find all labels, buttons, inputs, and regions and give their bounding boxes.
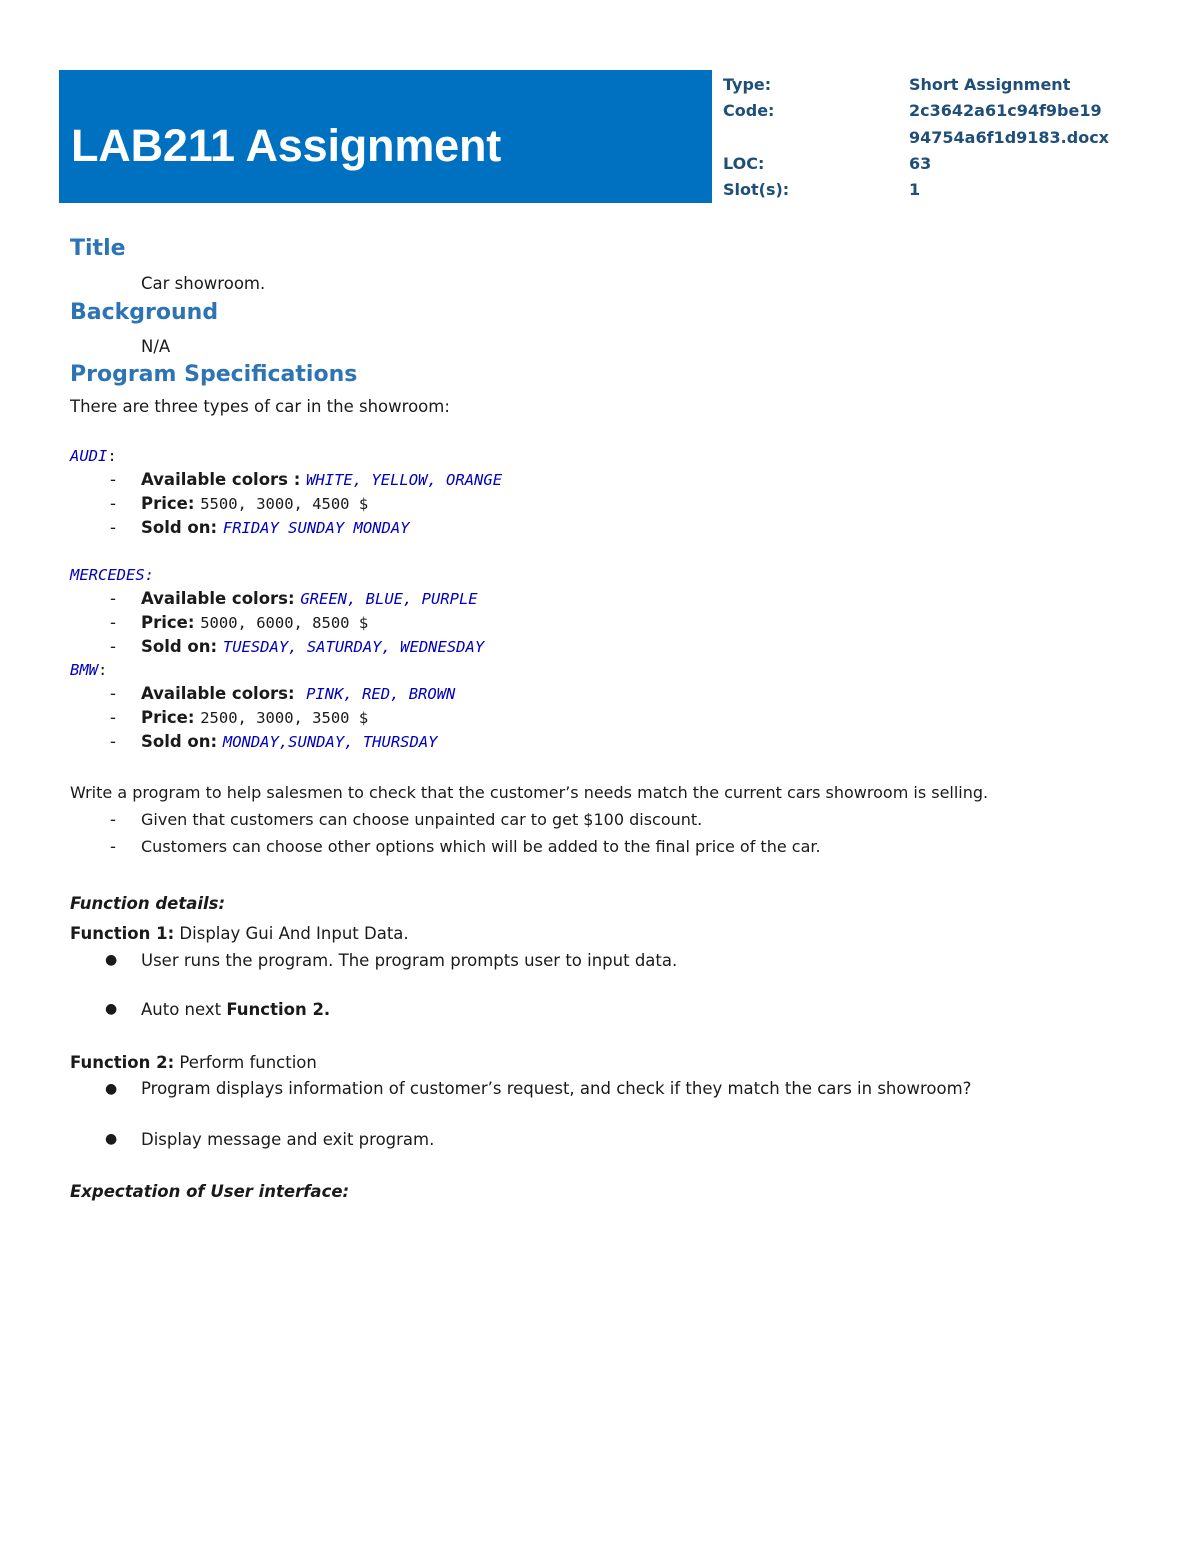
- bullet-bold: Function 2.: [226, 1000, 331, 1019]
- meta-value: 63: [909, 153, 932, 173]
- function-2-label: Function 2:: [70, 1053, 175, 1072]
- function-2-bullet-2: Display message and exit program.: [141, 1130, 435, 1149]
- section-heading-spec: Program Specifications: [70, 362, 358, 387]
- bullet-marker: ●: [105, 1001, 118, 1017]
- car-audi-sold: [141, 518, 410, 537]
- document-title: LAB211 Assignment: [71, 120, 502, 171]
- sold-label: Sold on:: [141, 637, 223, 656]
- car-audi-price: [141, 494, 368, 513]
- dash-marker: -: [110, 518, 116, 537]
- price-label: Price:: [141, 708, 201, 727]
- colors-value: GREEN, BLUE, PURPLE: [300, 590, 478, 608]
- meta-info: [723, 72, 1143, 203]
- dash-marker: -: [110, 637, 116, 656]
- sold-value: MONDAY,SUNDAY, THURSDAY: [222, 733, 438, 751]
- meta-value: Short Assignment: [909, 75, 1071, 94]
- title-text: Car showroom.: [141, 274, 266, 293]
- price-label: Price:: [141, 613, 201, 632]
- dash-marker: -: [110, 810, 116, 829]
- task-note-2: Customers can choose other options which will be added to the final price of the car.: [141, 837, 821, 856]
- car-name: MERCEDES:: [70, 566, 154, 584]
- meta-row-code: [723, 98, 1143, 124]
- dash-marker: -: [110, 837, 116, 856]
- ui-expectation-heading: Expectation of User interface:: [70, 1182, 350, 1201]
- meta-row-loc: [723, 151, 1143, 177]
- function-2-text: Perform function: [174, 1053, 317, 1072]
- meta-label: Type:: [723, 75, 772, 94]
- price-value: 5500, 3000, 4500 $: [200, 495, 369, 513]
- car-name: AUDI: [70, 447, 108, 465]
- function-2-bullet-1: Program displays information of customer’s request, and check if they match the cars in showroom?: [141, 1079, 972, 1098]
- colors-value: WHITE, YELLOW, ORANGE: [306, 471, 503, 489]
- spec-intro: There are three types of car in the showroom:: [70, 397, 450, 416]
- meta-value: 94754a6f1d9183.docx: [909, 127, 1109, 147]
- dash-marker: -: [110, 589, 116, 608]
- dash-marker: -: [110, 613, 116, 632]
- colors-value: PINK, RED, BROWN: [306, 685, 456, 703]
- bullet-marker: ●: [105, 952, 118, 968]
- car-bmw-heading: BMW:: [70, 661, 108, 679]
- bullet-marker: ●: [105, 1081, 118, 1097]
- car-audi-heading: AUDI:: [70, 447, 117, 465]
- meta-label: Code:: [723, 101, 775, 121]
- colors-label: Available colors :: [141, 470, 307, 489]
- car-name: BMW: [70, 661, 98, 679]
- meta-row-code-cont: [723, 125, 1143, 151]
- price-label: Price:: [141, 494, 201, 513]
- car-audi-colors: [141, 470, 502, 489]
- sold-label: Sold on:: [141, 518, 223, 537]
- dash-marker: -: [110, 732, 116, 751]
- function-1: [70, 924, 409, 943]
- function-1-label: Function 1:: [70, 924, 175, 943]
- section-heading-title: Title: [70, 236, 126, 261]
- dash-marker: -: [110, 684, 116, 703]
- meta-value: 2c3642a61c94f9be19: [909, 101, 1102, 121]
- task-note-1: Given that customers can choose unpainted car to get $100 discount.: [141, 810, 703, 829]
- function-1-bullet-1: User runs the program. The program prompts user to input data.: [141, 951, 678, 970]
- dash-marker: -: [110, 470, 116, 489]
- car-mercedes-price: [141, 613, 368, 632]
- car-mercedes-heading: [70, 565, 154, 584]
- section-heading-background: Background: [70, 300, 219, 325]
- price-value: 5000, 6000, 8500 $: [200, 614, 369, 632]
- sold-value: FRIDAY SUNDAY MONDAY: [222, 519, 410, 537]
- meta-label: LOC:: [723, 153, 765, 173]
- function-1-bullet-2: [141, 1000, 330, 1019]
- header-banner: [59, 70, 712, 203]
- function-2: [70, 1053, 317, 1072]
- meta-value: 1: [909, 180, 921, 200]
- function-1-text: Display Gui And Input Data.: [174, 924, 409, 943]
- colors-label: Available colors:: [141, 684, 307, 703]
- sold-label: Sold on:: [141, 732, 223, 751]
- bullet-marker: ●: [105, 1131, 118, 1147]
- dash-marker: -: [110, 708, 116, 727]
- dash-marker: -: [110, 494, 116, 513]
- car-mercedes-sold: [141, 637, 484, 656]
- car-mercedes-colors: [141, 589, 478, 608]
- car-bmw-price: [141, 708, 368, 727]
- sold-value: TUESDAY, SATURDAY, WEDNESDAY: [222, 638, 485, 656]
- meta-label: Slot(s):: [723, 180, 790, 200]
- function-details-heading: Function details:: [70, 894, 226, 913]
- car-bmw-sold: [141, 732, 438, 751]
- bullet-prefix: Auto next: [141, 1000, 227, 1019]
- price-value: 2500, 3000, 3500 $: [200, 709, 369, 727]
- meta-row-type: [723, 72, 1143, 98]
- background-text: N/A: [141, 337, 171, 356]
- car-bmw-colors: [141, 684, 455, 703]
- colors-label: Available colors:: [141, 589, 301, 608]
- task-description: Write a program to help salesmen to check that the customer’s needs match the current cars showroom is selling.: [70, 783, 989, 802]
- meta-row-slots: [723, 177, 1143, 203]
